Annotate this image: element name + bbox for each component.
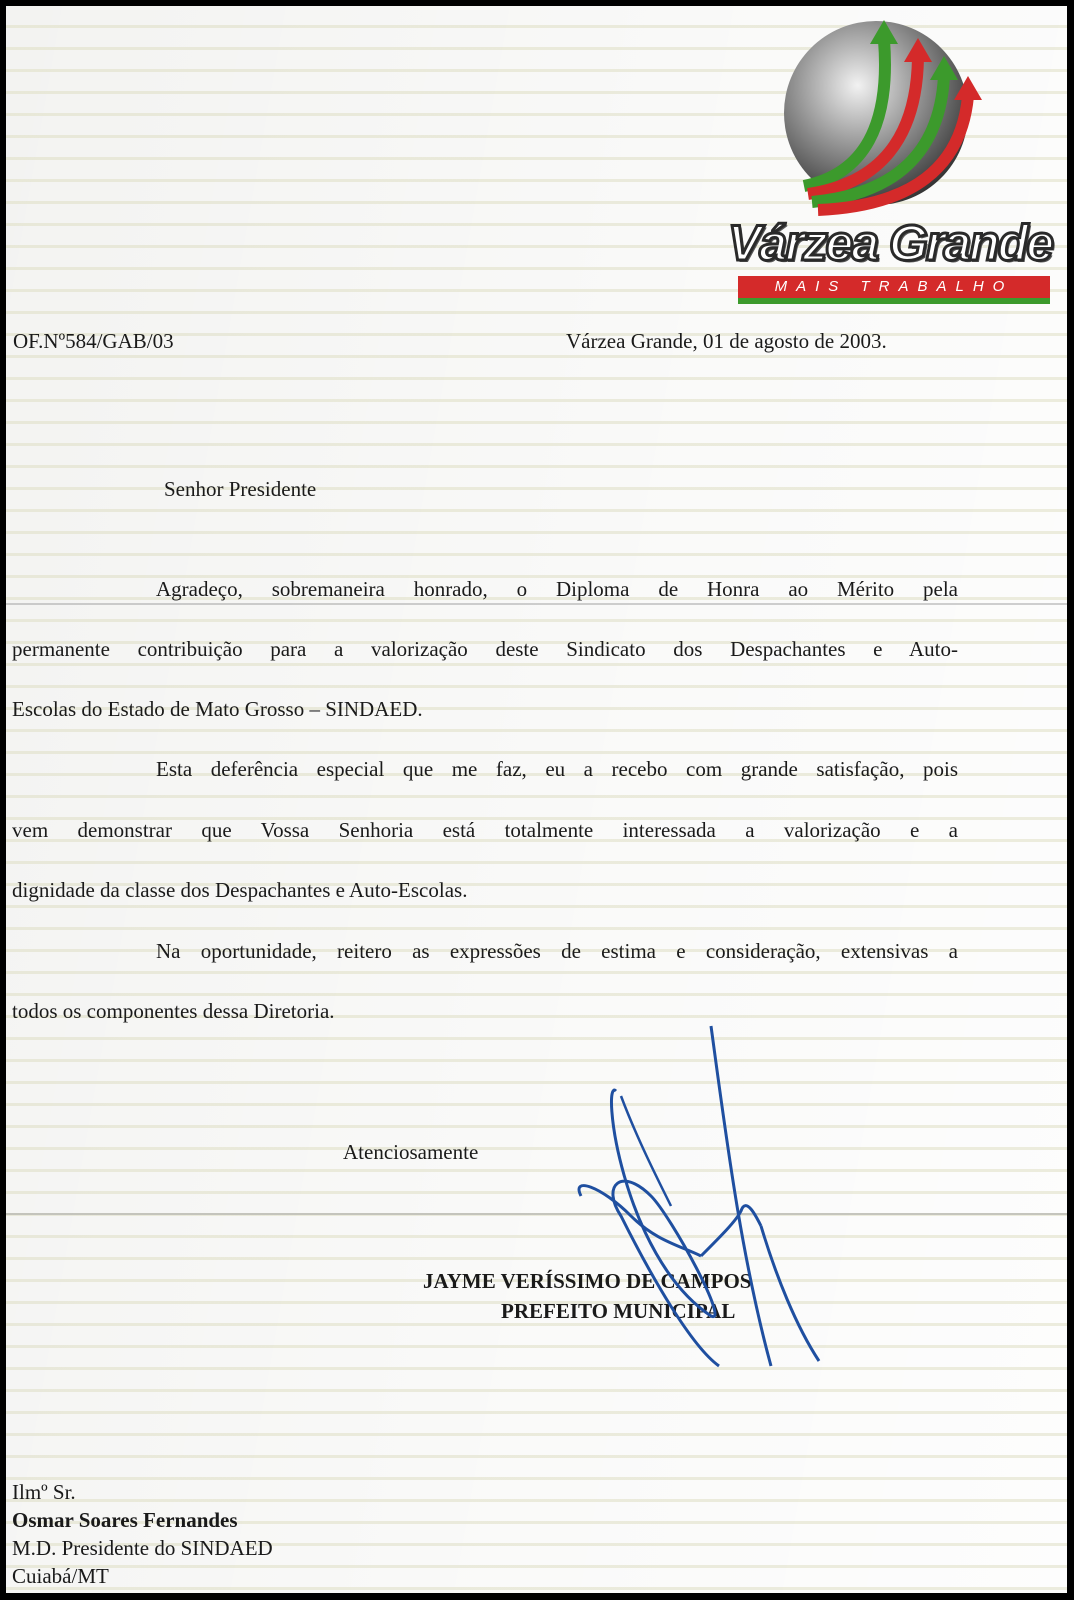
paragraph-2-line-3: dignidade da classe dos Despachantes e Auto-Escolas. <box>12 878 468 902</box>
recipient-city: Cuiabá/MT <box>12 1564 109 1588</box>
paragraph-2-line-2: vem demonstrar que Vossa Senhoria está totalmente interessada a valorização e a <box>12 818 958 842</box>
letter-reference: OF.Nº584/GAB/03 <box>13 329 174 353</box>
paragraph-1-line-2: permanente contribuição para a valorização deste Sindicato dos Despachantes e Auto- <box>12 637 958 661</box>
signer-title: PREFEITO MUNICIPAL <box>501 1299 736 1323</box>
recipient-name: Osmar Soares Fernandes <box>12 1508 238 1532</box>
paragraph-1-line-1: Agradeço, sobremaneira honrado, o Diploma de Honra ao Mérito pela <box>156 577 958 601</box>
letter-page <box>6 6 1067 1593</box>
varzea-grande-logo <box>726 18 1056 318</box>
recipient-honorific: Ilmº Sr. <box>12 1480 76 1504</box>
place-date: Várzea Grande, 01 de agosto de 2003. <box>566 329 887 353</box>
paragraph-3-line-1: Na oportunidade, reitero as expressões de estima e consideração, extensivas a <box>156 939 958 963</box>
recipient-role: M.D. Presidente do SINDAED <box>12 1536 273 1560</box>
closing: Atenciosamente <box>343 1140 479 1164</box>
paper-fold-line <box>6 1213 1067 1215</box>
logo-wordmark: Várzea Grande <box>727 215 1053 271</box>
paragraph-1-line-3: Escolas do Estado de Mato Grosso – SINDAED. <box>12 697 423 721</box>
logo-slogan: MAIS TRABALHO <box>738 276 1050 304</box>
paper-fold-line <box>6 603 1067 605</box>
paragraph-2-line-1: Esta deferência especial que me faz, eu a recebo com grande satisfação, pois <box>156 757 958 781</box>
salutation: Senhor Presidente <box>164 477 317 501</box>
signer-name: JAYME VERÍSSIMO DE CAMPOS <box>423 1269 752 1293</box>
paragraph-3-line-2: todos os componentes dessa Diretoria. <box>12 999 335 1023</box>
handwritten-signature <box>561 1016 831 1396</box>
globe-arrows-icon <box>726 18 1056 228</box>
